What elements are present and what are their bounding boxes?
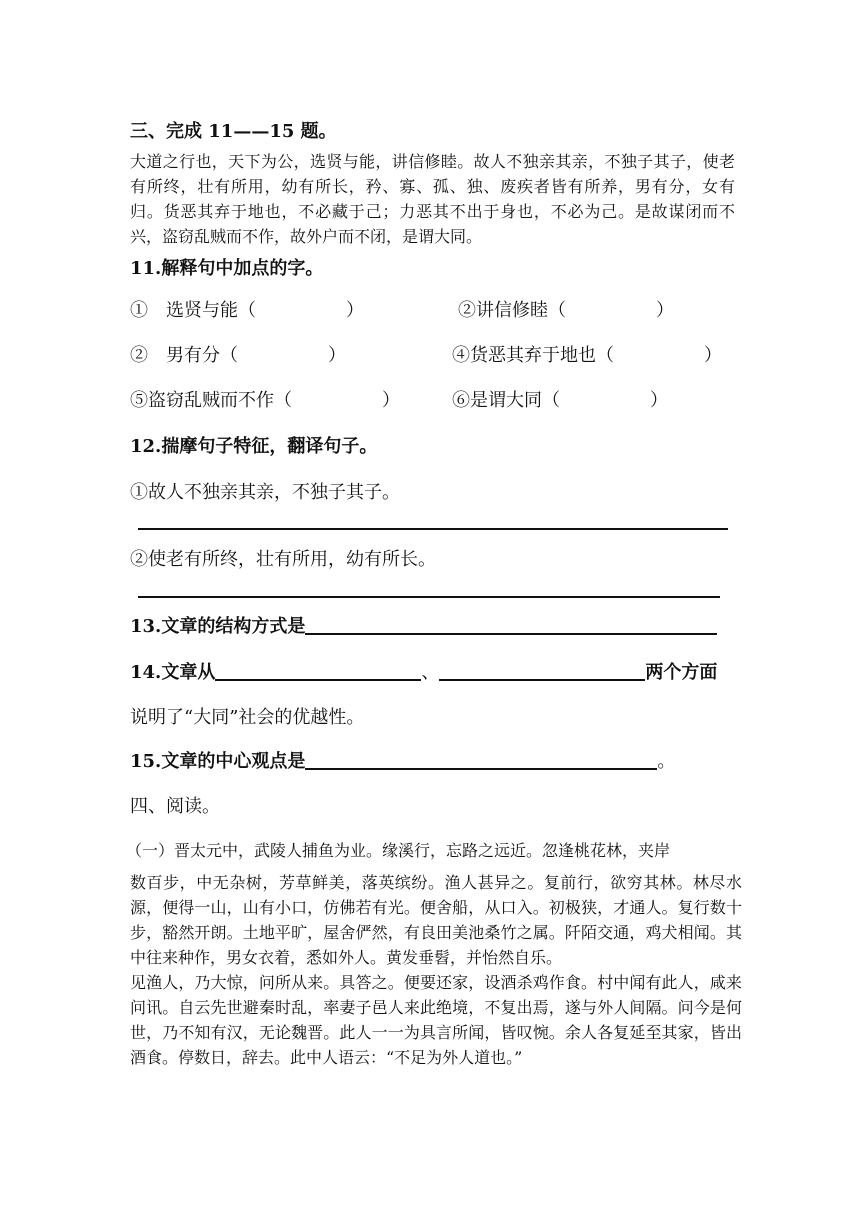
passage-paragraph-3: 见渔人，乃大惊，问所从来。具答之。便要还家，设酒杀鸡作食。村中闻有此人，咸来问讯。自云先世避秦时乱，率妻子邑人来此绝境，不复出焉，遂与外人间隔。问今是何世，乃不知有汉，无论魏晋。此人一一为具言所闻，皆叹惋。余人各复延至其家，皆出酒食。停数日，辞去。此中人语云：“不足为外人道也。”	[130, 973, 742, 1067]
q11-item-4: ④货恶其弃于地也（ ）	[452, 345, 722, 366]
q15-end: 。	[657, 751, 676, 772]
q14-prefix: 14.文章从	[130, 662, 216, 683]
q12-title: 12.揣摩句子特征，翻译句子。	[130, 436, 378, 457]
passage-paragraph-2: 数百步，中无杂树，芳草鲜美，落英缤纷。渔人甚异之。复前行，欲穷其林。林尽水源，便得一山，山有小口，仿佛若有光。便舍船，从口入。初极狭，才通人。复行数十步，豁然开朗。土地平旷，屋舍俨然，有良田美池桑竹之属。阡陌交通，鸡犬相闻。其中往来种作，男女衣着，悉如外人。黄发垂髫，并怡然自乐。	[130, 873, 742, 967]
q11-title: 11.解释句中加点的字。	[130, 258, 324, 279]
q14-line-2: 说明了“大同”社会的优越性。	[130, 707, 365, 728]
q15-text: 15.文章的中心观点是	[130, 751, 306, 772]
q14-line	[130, 658, 735, 684]
q11-item-6: ⑥是谓大同（ ）	[452, 390, 668, 411]
q15-answer-blank[interactable]	[305, 750, 657, 770]
q14-answer-blank-1[interactable]	[215, 661, 421, 681]
q11-item-2: ②讲信修睦（ ）	[458, 300, 674, 321]
q13-text: 13.文章的结构方式是	[130, 616, 306, 637]
q15-line	[130, 747, 735, 773]
q12-sentence-1: ①故人不独亲其亲，不独子其子。	[130, 482, 400, 503]
q14-suffix: 两个方面	[645, 662, 718, 683]
passage-line-1: （一）晋太元中，武陵人捕鱼为业。缘溪行，忘路之远近。忽逢桃花林，夹岸	[126, 841, 671, 860]
section3-title: 三、完成 11——15 题。	[130, 121, 337, 142]
answer-line-1[interactable]	[138, 528, 728, 530]
q11-item-5: ⑤盗窃乱贼而不作（ ）	[130, 390, 400, 411]
q13-line	[130, 612, 735, 638]
q11-item-3: ② 男有分（ ）	[130, 345, 346, 366]
q13-answer-blank[interactable]	[305, 615, 717, 635]
section3-passage: 大道之行也，天下为公，选贤与能，讲信修睦。故人不独亲其亲，不独子其子，使老有所终，壮有所用，幼有所长，矜、寡、孤、独、废疾者皆有所养，男有分，女有归。货恶其弃于地也，不必藏于己；力恶其不出于身也，不必为己。是故谋闭而不兴，盗窃乱贼而不作，故外户而不闭，是谓大同。	[130, 152, 735, 246]
q11-item-1: ① 选贤与能（ ）	[130, 300, 364, 321]
answer-line-2[interactable]	[138, 596, 720, 598]
q14-answer-blank-2[interactable]	[439, 661, 645, 681]
q12-sentence-2: ②使老有所终，壮有所用，幼有所长。	[130, 549, 436, 570]
section4-passage	[126, 838, 742, 1070]
section4-title: 四、阅读。	[130, 796, 220, 817]
q14-separator: 、	[421, 662, 440, 683]
